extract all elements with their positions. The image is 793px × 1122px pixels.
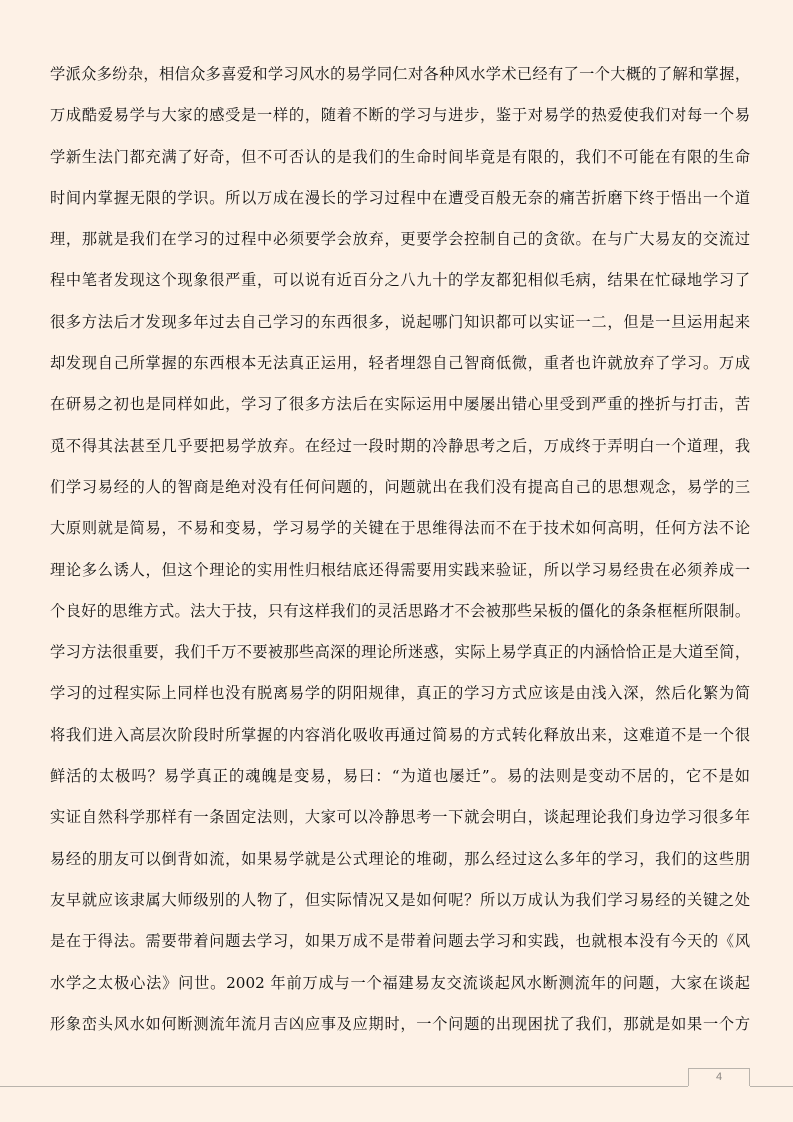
text-line: 学习方法很重要，我们千万不要被那些高深的理论所迷惑，实际上易学真正的内涵恰恰正是大道至简， <box>50 643 750 662</box>
text-line: 在研易之初也是同样如此，学习了很多方法后在实际运用中屡屡出错心里受到严重的挫折与打击，苦 <box>50 395 750 414</box>
text-line: 形象峦头风水如何断测流年流月吉凶应事及应期时，一个问题的出现困扰了我们，那就是如果一个方 <box>50 1014 750 1033</box>
text-line: 却发现自己所掌握的东西根本无法真正运用，轻者埋怨自己智商低微，重者也许就放弃了学习。万成 <box>50 354 750 373</box>
text-line: 学习的过程实际上同样也没有脱离易学的阴阳规律，真正的学习方式应该是由浅入深，然后化繁为简 <box>50 684 750 703</box>
page-number: 4 <box>688 1068 750 1086</box>
text-line: 很多方法后才发现多年过去自己学习的东西很多，说起哪门知识都可以实证一二，但是一旦运用起来 <box>50 312 750 331</box>
text-line: 时间内掌握无限的学识。所以万成在漫长的学习过程中在遭受百般无奈的痛苦折磨下终于悟出一个道 <box>50 188 750 207</box>
text-line: 将我们进入高层次阶段时所掌握的内容消化吸收再通过简易的方式转化释放出来，这难道不是一个很 <box>50 725 750 744</box>
text-line: 是在于得法。需要带着问题去学习，如果万成不是带着问题去学习和实践，也就根本没有今天的《风 <box>50 932 750 951</box>
text-line: 万成酷爱易学与大家的感受是一样的，随着不断的学习与进步，鉴于对易学的热爱使我们对每一个易 <box>50 106 750 125</box>
text-line: 理，那就是我们在学习的过程中必须要学会放弃，更要学会控制自己的贪欲。在与广大易友的交流过 <box>50 230 750 249</box>
text-line: 鲜活的太极吗？易学真正的魂魄是变易，易曰：“为道也屡迁”。易的法则是变动不居的，它不是如 <box>50 767 750 786</box>
footer-divider-left <box>0 1086 688 1087</box>
text-line: 觅不得其法甚至几乎要把易学放弃。在经过一段时期的冷静思考之后，万成终于弄明白一个道理，我 <box>50 436 750 455</box>
text-line: 理论多么诱人，但这个理论的实用性归根结底还得需要用实践来验证，所以学习易经贵在必须养成一 <box>50 560 750 579</box>
text-line: 水学之太极心法》问世。2002 年前万成与一个福建易友交流谈起风水断测流年的问题，大家在谈起 <box>50 973 750 992</box>
text-line: 友早就应该隶属大师级别的人物了，但实际情况又是如何呢？所以万成认为我们学习易经的关键之处 <box>50 890 750 909</box>
text-line: 易经的朋友可以倒背如流，如果易学就是公式理论的堆砌，那么经过这么多年的学习，我们的这些朋 <box>50 849 750 868</box>
footer-divider-right <box>750 1086 793 1087</box>
text-line: 实证自然科学那样有一条固定法则，大家可以冷静思考一下就会明白，谈起理论我们身边学习很多年 <box>50 808 750 827</box>
body-text <box>50 54 750 1045</box>
text-line: 学新生法门都充满了好奇，但不可否认的是我们的生命时间毕竟是有限的，我们不可能在有限的生命 <box>50 147 750 166</box>
text-line: 个良好的思维方式。法大于技，只有这样我们的灵活思路才不会被那些呆板的僵化的条条框框所限制。 <box>50 601 750 620</box>
text-line: 们学习易经的人的智商是绝对没有任何问题的，问题就出在我们没有提高自己的思想观念，易学的三 <box>50 477 750 496</box>
text-line: 程中笔者发现这个现象很严重，可以说有近百分之八九十的学友都犯相似毛病，结果在忙碌地学习了 <box>50 271 750 290</box>
text-line: 学派众多纷杂，相信众多喜爱和学习风水的易学同仁对各种风水学术已经有了一个大概的了解和掌握， <box>50 65 750 83</box>
text-line: 大原则就是简易，不易和变易，学习易学的关键在于思维得法而不在于技术如何高明，任何方法不论 <box>50 519 750 538</box>
